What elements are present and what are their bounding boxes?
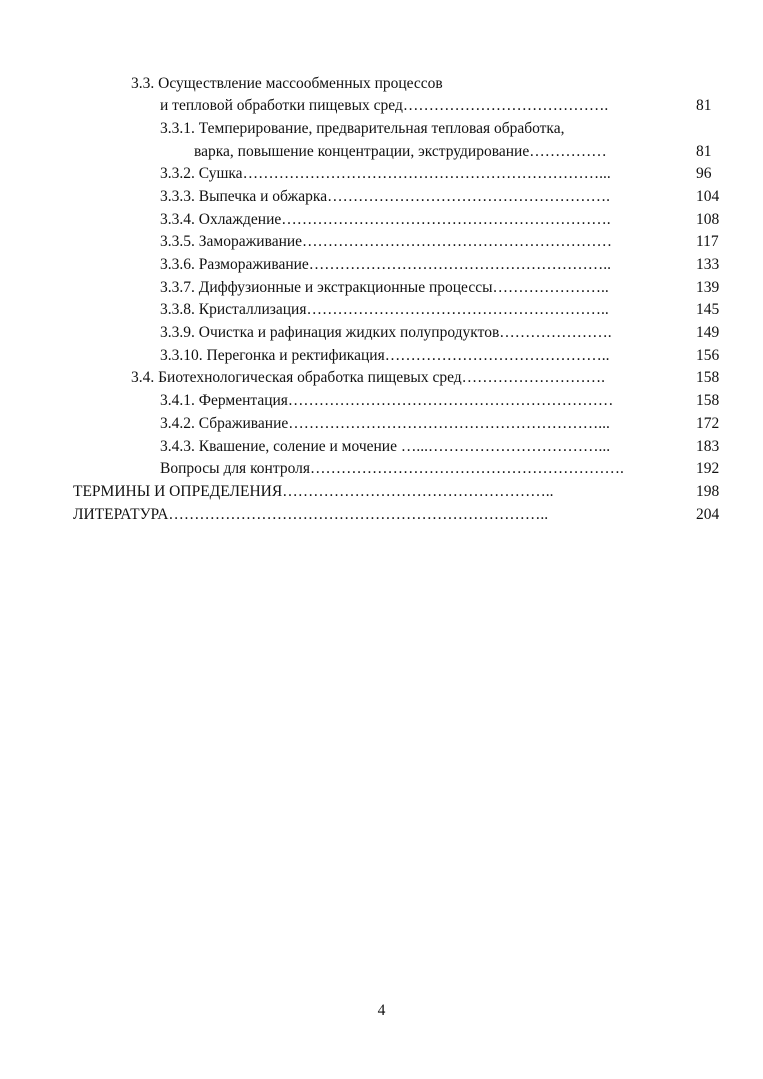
toc-page-3-3-5: 117	[696, 233, 719, 250]
toc-entry-3-3-7: 3.3.7. Диффузионные и экстракционные процессы…………………..	[160, 279, 609, 296]
toc-entry-3-3-9: 3.3.9. Очистка и рафинация жидких полупродуктов………………….	[160, 324, 612, 341]
toc-page-3-3-2: 96	[696, 165, 712, 182]
toc-entry-3-4-2: 3.4.2. Сбраживание……………………………………………………...	[160, 415, 610, 432]
toc-entry-terms: ТЕРМИНЫ И ОПРЕДЕЛЕНИЯ……………………………………………..	[73, 483, 554, 500]
toc-entry-3-3-title-cont: и тепловой обработки пищевых сред………………………………….	[160, 97, 609, 114]
toc-page-3-3-4: 108	[696, 211, 720, 228]
toc-entry-3-3-1-cont: варка, повышение концентрации, экструдирование……………	[194, 143, 607, 160]
toc-page-3-3-7: 139	[696, 279, 720, 296]
toc-entry-literature: ЛИТЕРАТУРА………………………………………………………………..	[73, 506, 549, 523]
toc-page-3-4: 158	[696, 369, 720, 386]
toc-entry-3-4-3: 3.4.3. Квашение, соление и мочение …...……………………………...	[160, 438, 611, 455]
toc-page-questions: 192	[696, 460, 720, 477]
toc-page-3-3-8: 145	[696, 301, 720, 318]
toc-page-3-4-2: 172	[696, 415, 720, 432]
toc-page-3-4-3: 183	[696, 438, 720, 455]
toc-page-3-3-1: 81	[696, 143, 712, 160]
toc-page-3-3-9: 149	[696, 324, 720, 341]
toc-page-literature: 204	[696, 506, 720, 523]
page-number: 4	[377, 1002, 386, 1019]
toc-entry-3-3-10: 3.3.10. Перегонка и ректификация……………………………………..	[160, 347, 610, 364]
toc-entry-3-3-4: 3.3.4. Охлаждение……………………………………………………….	[160, 211, 611, 228]
toc-entry-3-3-6: 3.3.6. Размораживание…………………………………………………..	[160, 256, 612, 273]
toc-page-3-3-3: 104	[696, 188, 720, 205]
toc-entry-questions: Вопросы для контроля…………………………………………………….	[160, 460, 624, 477]
toc-entry-3-4-1: 3.4.1. Ферментация………………………………………………………	[160, 392, 614, 409]
toc-entry-3-3-2: 3.3.2. Сушка……………………………………………………………...	[160, 165, 611, 182]
toc-page-terms: 198	[696, 483, 720, 500]
toc-entry-3-3-title: 3.3. Осуществление массообменных процессов	[131, 75, 443, 92]
toc-entry-3-3-3: 3.3.3. Выпечка и обжарка……………………………………………….	[160, 188, 610, 205]
toc-entry-3-3-1: 3.3.1. Темперирование, предварительная тепловая обработка,	[160, 120, 565, 137]
toc-page-3-3-10: 156	[696, 347, 720, 364]
toc-page-3-4-1: 158	[696, 392, 720, 409]
toc-page-3-3-6: 133	[696, 256, 720, 273]
toc-entry-3-3-5: 3.3.5. Замораживание……………………………………………………	[160, 233, 613, 250]
toc-entry-3-4: 3.4. Биотехнологическая обработка пищевых сред……………………….	[131, 369, 606, 386]
toc-entry-3-3-8: 3.3.8. Кристаллизация…………………………………………………..	[160, 301, 609, 318]
toc-page-3-3: 81	[696, 97, 712, 114]
